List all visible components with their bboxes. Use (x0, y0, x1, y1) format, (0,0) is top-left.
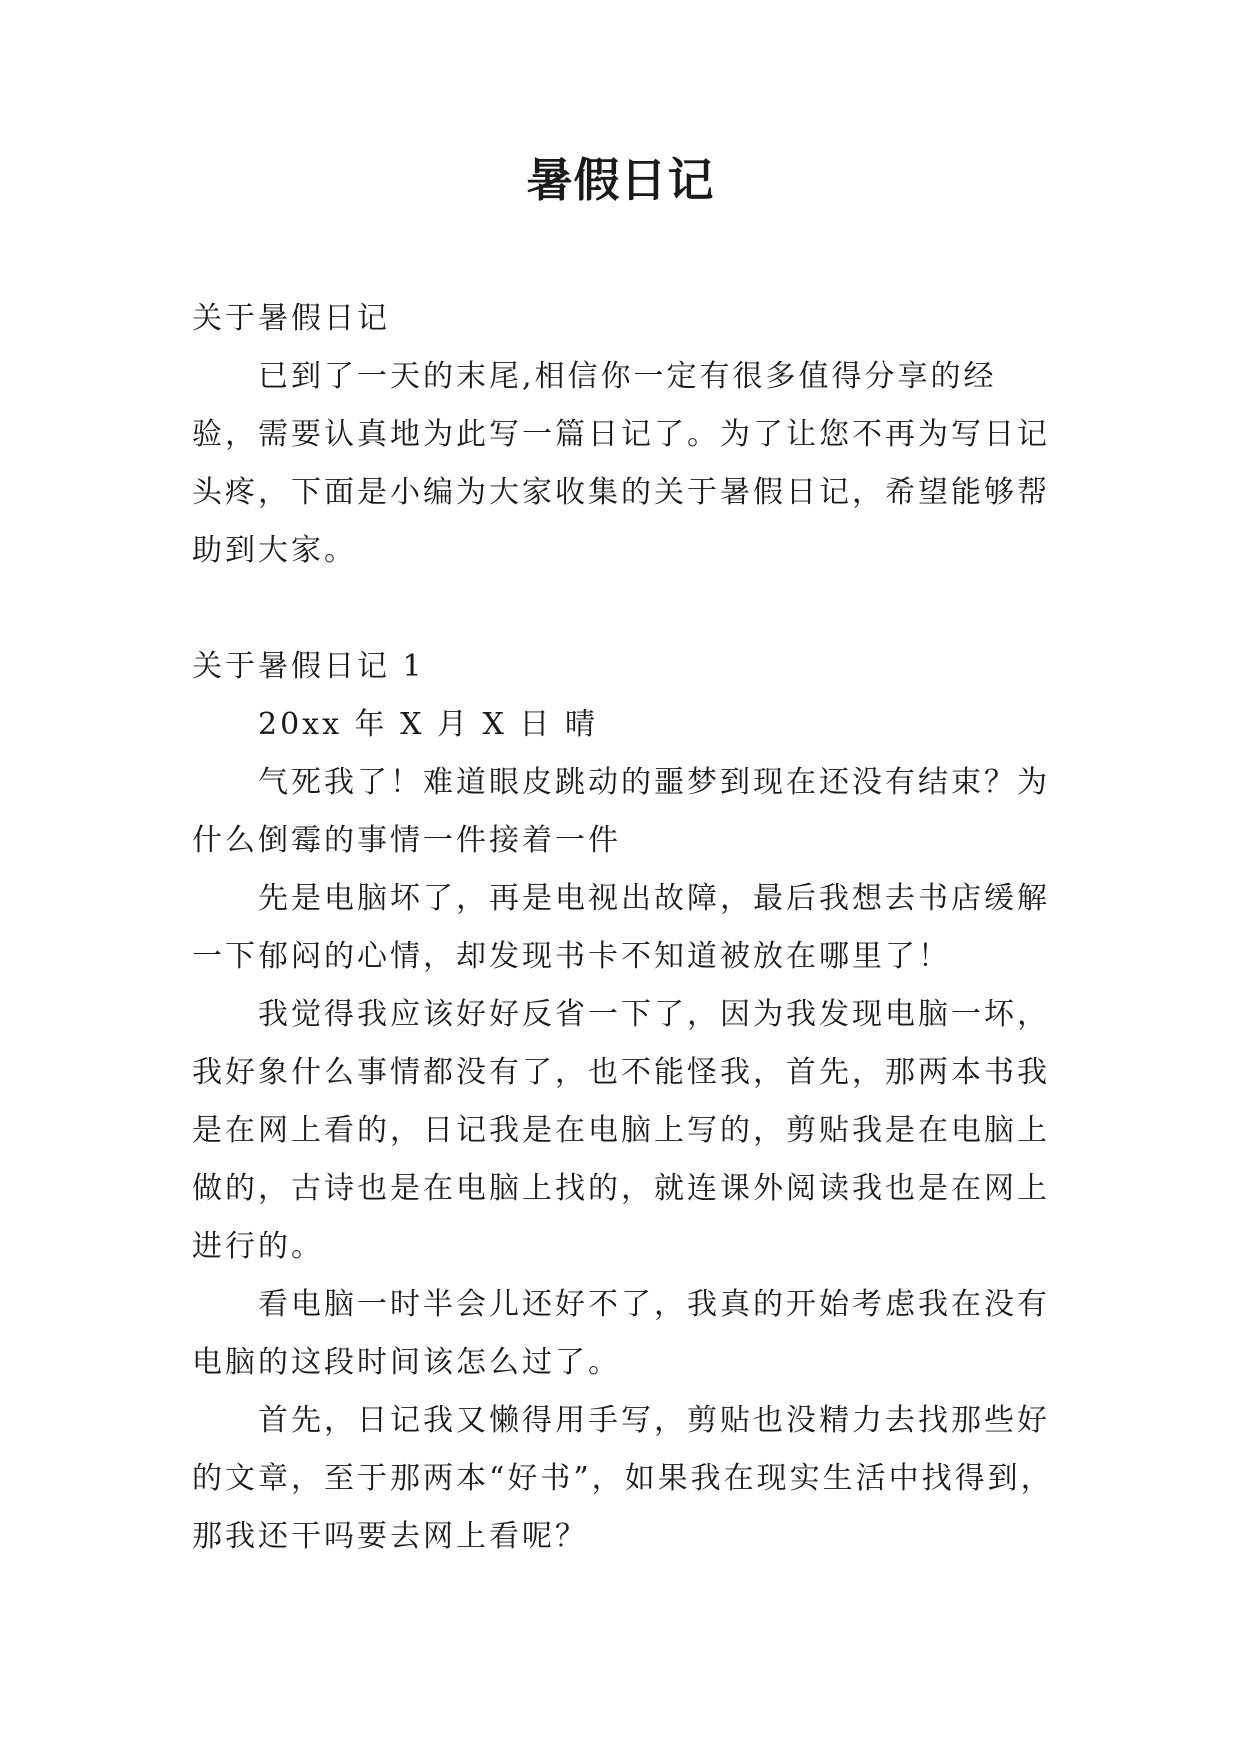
date-line: 20xx 年 X 月 X 日 晴 (258, 707, 598, 742)
document-title: 暑假日记 (526, 153, 715, 207)
body-paragraph: 首先，日记我又懒得用手写，剪贴也没精力去找那些好的文章，至于那两本“好书”，如果我在现实生活中找得到，那我还干吗要去网上看呢？ (192, 1403, 1054, 1554)
body-paragraph: 看电脑一时半会儿还好不了，我真的开始考虑我在没有电脑的这段时间该怎么过了。 (192, 1287, 1050, 1380)
subtitle: 关于暑假日记 (192, 301, 390, 336)
document-body (192, 290, 1056, 1566)
body-paragraph: 先是电脑坏了，再是电视出故障，最后我想去书店缓解一下郁闷的心情，却发现书卡不知道被放在哪里了！ (192, 881, 1050, 974)
body-paragraph: 我觉得我应该好好反省一下了，因为我发现电脑一坏，我好象什么事情都没有了，也不能怪我，首先，那两本书我是在网上看的，日记我是在电脑上写的，剪贴我是在电脑上做的，古诗也是在电脑上找的，就连课外阅读我也是在网上进行的。 (192, 997, 1050, 1264)
section-heading: 关于暑假日记 1 (192, 649, 425, 684)
body-paragraph: 气死我了！难道眼皮跳动的噩梦到现在还没有结束？为什么倒霉的事情一件接着一件 (192, 765, 1050, 858)
intro-paragraph: 已到了一天的末尾,相信你一定有很多值得分享的经验，需要认真地为此写一篇日记了。为了让您不再为写日记头疼，下面是小编为大家收集的关于暑假日记，希望能够帮助到大家。 (192, 359, 1050, 568)
